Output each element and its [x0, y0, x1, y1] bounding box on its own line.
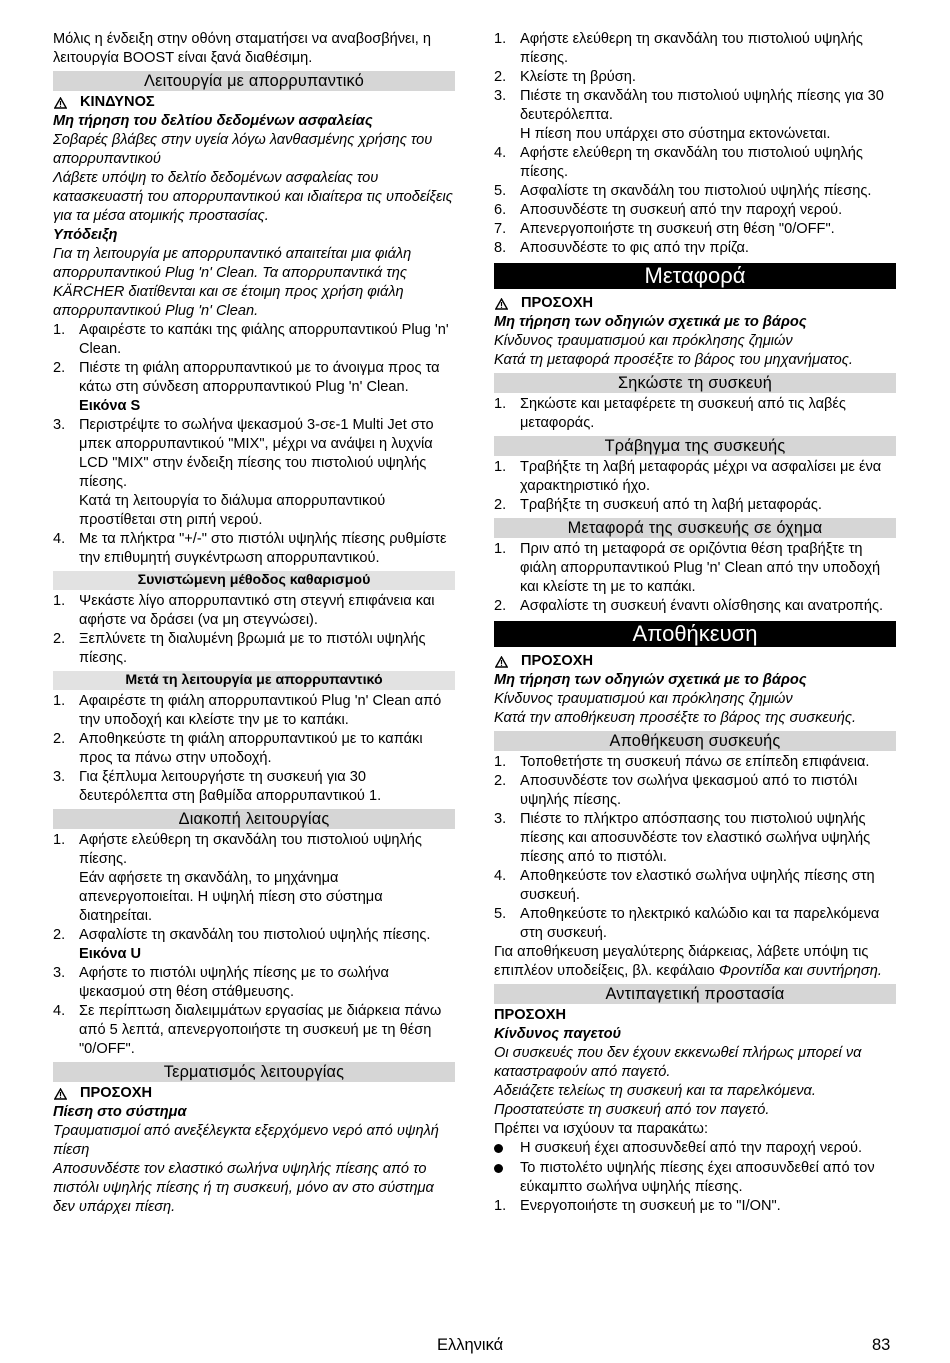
- danger-consequence: Σοβαρές βλάβες στην υγεία λόγω λανθασμένης χρήσης του απορρυπαντικού: [53, 132, 433, 167]
- list-item-number: 6.: [494, 202, 507, 218]
- list-item: [494, 87, 896, 125]
- list-item: [53, 730, 455, 768]
- list-item-number: 5.: [494, 183, 507, 199]
- list-item: [53, 630, 455, 668]
- list-item-text: Αποθηκεύστε τον ελαστικό σωλήνα υψηλής πίεσης στη συσκευή.: [520, 868, 875, 903]
- list-item-text: Ενεργοποιήστε τη συσκευή με το "I/ON".: [520, 1198, 781, 1214]
- list-item-text: Περιστρέψτε το σωλήνα ψεκασμού 3-σε-1 Multi Jet στο μπεκ απορρυπαντικού "MIX", μέχρι να ανάψει η λυχνία LCD "MIX" στην ένδειξη πίεσης του πιστολιού υψηλής πίεσης.: [79, 417, 434, 490]
- frost-requirements-text: Πρέπει να ισχύουν τα παρακάτω:: [494, 1121, 708, 1137]
- note-label: Υπόδειξη: [53, 227, 118, 243]
- list-item-text: Ασφαλίστε τη σκανδάλη του πιστολιού υψηλής πίεσης.: [520, 183, 872, 199]
- section-heading-pull: Τράβηγμα της συσκευής: [494, 436, 896, 456]
- list-item-text: Η πίεση που υπάρχει στο σύστημα εκτονώνεται.: [520, 126, 831, 142]
- list-item: [494, 144, 896, 182]
- list-item-text: Αφήστε ελεύθερη τη σκανδάλη του πιστολιού υψηλής πίεσης.: [520, 31, 863, 66]
- list-item-number: 3.: [53, 769, 66, 785]
- transport-caution-instruction: Κατά τη μεταφορά προσέξτε το βάρος του μηχανήματος.: [494, 352, 853, 368]
- right-column: [494, 30, 896, 1216]
- list-item: [53, 831, 455, 869]
- frost-caution-label: ΠΡΟΣΟΧΗ: [494, 1007, 567, 1023]
- frost-caution-line: Αδειάζετε τελείως τη συσκευή και τα παρελκόμενα.: [494, 1083, 816, 1099]
- chapter-heading-storage: Αποθήκευση: [494, 621, 896, 647]
- list-item-text: Εικόνα S: [79, 398, 141, 414]
- list-item: [53, 397, 455, 416]
- list-item-text: Απενεργοποιήστε τη συσκευή στη θέση "0/OFF".: [520, 221, 835, 237]
- list-item: [494, 182, 896, 201]
- list-item-text: Αποσυνδέστε το φις από την πρίζα.: [520, 240, 749, 256]
- list-item-number: 4.: [494, 868, 507, 884]
- list-item-text: Σηκώστε και μεταφέρετε τη συσκευή από τις λαβές μεταφοράς.: [520, 396, 846, 431]
- list-item-text: Αποσυνδέστε τον σωλήνα ψεκασμού από το πιστόλι υψηλής πίεσης.: [520, 773, 858, 808]
- list-item-text: Ψεκάστε λίγο απορρυπαντικό στη στεγνή επιφάνεια και αφήστε να δράσει (να μη στεγνώσει).: [79, 593, 435, 628]
- list-item-number: 1.: [494, 754, 507, 770]
- section-heading-end-operation: Τερματισμός λειτουργίας: [53, 1062, 455, 1082]
- list-item-number: 1.: [494, 31, 507, 47]
- list-item: [494, 220, 896, 239]
- left-column: [53, 30, 455, 1217]
- list-item-text: Τραβήξτε τη λαβή μεταφοράς μέχρι να ασφαλίσει με ένα χαρακτηριστικό ήχο.: [520, 459, 882, 494]
- list-item-number: 3.: [494, 811, 507, 827]
- list-item-text: Πιέστε τη φιάλη απορρυπαντικού με το άνοιγμα προς τα κάτω στη σύνδεση απορρυπαντικού Plug 'n' Clean.: [79, 360, 440, 395]
- list-item-number: 2.: [53, 927, 66, 943]
- list-item-text: Ασφαλίστε τη συσκευή έναντι ολίσθησης και ανατροπής.: [520, 598, 884, 614]
- list-item-number: 7.: [494, 221, 507, 237]
- list-item-number: 1.: [494, 396, 507, 412]
- list-item: [494, 496, 896, 515]
- end-caution-title: Πίεση στο σύστημα: [53, 1104, 187, 1120]
- list-item-number: 5.: [494, 906, 507, 922]
- list-item: [494, 68, 896, 87]
- list-item-text: Εάν αφήσετε τη σκανδάλη, το μηχάνημα απενεργοποιείται. Η υψηλή πίεση στο σύστημα διατηρείται.: [79, 870, 383, 924]
- chapter-heading-transport: Μεταφορά: [494, 263, 896, 289]
- list-item-number: 2.: [494, 773, 507, 789]
- vehicle-steps-list: [494, 540, 896, 616]
- subsection-heading-cleaning: Συνιστώμενη μέθοδος καθαρισμού: [53, 571, 455, 590]
- frost-caution-line: Οι συσκευές που δεν έχουν εκκενωθεί πλήρως μπορεί να καταστραφούν από παγετό.: [494, 1045, 862, 1080]
- list-item-text: Τραβήξτε τη συσκευή από τη λαβή μεταφοράς.: [520, 497, 822, 513]
- list-item: [494, 30, 896, 68]
- list-item-text: Αφήστε ελεύθερη τη σκανδάλη του πιστολιού υψηλής πίεσης.: [520, 145, 863, 180]
- list-item-number: [494, 125, 520, 144]
- list-item-text: Αφήστε ελεύθερη τη σκανδάλη του πιστολιού υψηλής πίεσης.: [79, 832, 422, 867]
- pull-steps-list: [494, 458, 896, 515]
- section-heading-frost: Αντιπαγετική προστασία: [494, 984, 896, 1004]
- caution-label-text: ΠΡΟΣΟΧΗ: [521, 653, 594, 669]
- end-caution-consequence: Τραυματισμοί από ανεξέλεγκτα εξερχόμενο νερό από υψηλή πίεση: [53, 1123, 439, 1158]
- list-item-number: 2.: [494, 598, 507, 614]
- store-steps-list: [494, 753, 896, 943]
- list-item-text: Κλείστε τη βρύση.: [520, 69, 636, 85]
- list-item: [494, 201, 896, 220]
- list-item-text: Αποσυνδέστε τη συσκευή από την παροχή νερού.: [520, 202, 843, 218]
- storage-caution-instruction: Κατά την αποθήκευση προσέξτε το βάρος της συσκευής.: [494, 710, 857, 726]
- list-item-number: 1.: [494, 541, 507, 557]
- danger-title: Μη τήρηση του δελτίου δεδομένων ασφαλείας: [53, 113, 373, 129]
- list-item-text: Σε περίπτωση διαλειμμάτων εργασίας με διάρκεια πάνω από 5 λεπτά, απενεργοποιήστε τη συσκευή με τη θέση "0/OFF".: [79, 1003, 442, 1057]
- subsection-heading-after-detergent: Μετά τη λειτουργία με απορρυπαντικό: [53, 671, 455, 690]
- list-item-text: Αφαιρέστε το καπάκι της φιάλης απορρυπαντικού Plug 'n' Clean.: [79, 322, 449, 357]
- list-item-number: 4.: [53, 1003, 66, 1019]
- list-item: [53, 321, 455, 359]
- long-term-storage-text-start: Για αποθήκευση μεγαλύτερης διάρκειας, λάβετε υπόψη τις επιπλέον υποδείξεις, βλ. κεφάλαιο: [494, 944, 869, 979]
- caution-label-text: ΠΡΟΣΟΧΗ: [80, 1085, 153, 1101]
- interrupt-steps-list: [53, 831, 455, 1059]
- list-item-number: 3.: [494, 88, 507, 104]
- danger-label: [53, 93, 455, 112]
- list-item: [494, 810, 896, 867]
- caution-label: [53, 1084, 455, 1103]
- danger-instruction: Λάβετε υπόψη το δελτίο δεδομένων ασφαλείας του κατασκευαστή του απορρυπαντικού και ιδιαίτερα τις υποδείξεις για τα μέσα ατομικής προστασίας.: [53, 170, 453, 224]
- section-heading-interrupt: Διακοπή λειτουργίας: [53, 809, 455, 829]
- list-item: [494, 772, 896, 810]
- list-item: [494, 125, 896, 144]
- list-item: [494, 540, 896, 597]
- list-item-number: 8.: [494, 240, 507, 256]
- cleaning-steps-list: [53, 592, 455, 668]
- transport-caution-consequence: Κίνδυνος τραυματισμού και πρόκλησης ζημιών: [494, 333, 793, 349]
- bullet-item: [494, 1159, 896, 1197]
- list-item-text: Αφαιρέστε τη φιάλη απορρυπαντικού Plug 'n' Clean από την υποδοχή και κλείστε την με το καπάκι.: [79, 693, 442, 728]
- transport-caution-title: Μη τήρηση των οδηγιών σχετικά με το βάρος: [494, 314, 807, 330]
- after-detergent-steps-list: [53, 692, 455, 806]
- end-operation-steps-list: [494, 30, 896, 258]
- list-item-number: 1.: [53, 322, 66, 338]
- list-item-text: Κατά τη λειτουργία το διάλυμα απορρυπαντικού προστίθεται στη ριπή νερού.: [79, 493, 386, 528]
- list-item-number: 1.: [53, 693, 66, 709]
- list-item-text: Ασφαλίστε τη σκανδάλη του πιστολιού υψηλής πίεσης.: [79, 927, 431, 943]
- list-item-number: 4.: [494, 145, 507, 161]
- list-item: [53, 1002, 455, 1059]
- list-item-text: Τοποθετήστε τη συσκευή πάνω σε επίπεδη επιφάνεια.: [520, 754, 870, 770]
- list-item-text: Πιέστε το πλήκτρο απόσπασης του πιστολιού υψηλής πίεσης και αποσυνδέστε τον ελαστικό σωλήνα υψηλής πίεσης από το πιστόλι.: [520, 811, 871, 865]
- frost-caution-title: Κίνδυνος παγετού: [494, 1026, 622, 1042]
- list-item-number: 3.: [53, 417, 66, 433]
- list-item: [494, 1197, 896, 1216]
- frost-caution-line: Προστατεύστε τη συσκευή από τον παγετό.: [494, 1102, 770, 1118]
- list-item-number: [53, 492, 79, 530]
- list-item-number: 2.: [494, 69, 507, 85]
- warning-triangle-icon: [54, 97, 67, 109]
- list-item-number: 4.: [53, 531, 66, 547]
- list-item-text: Πιέστε τη σκανδάλη του πιστολιού υψηλής πίεσης για 30 δευτερόλεπτα.: [520, 88, 884, 123]
- warning-triangle-icon: [54, 1088, 67, 1100]
- storage-caution-title: Μη τήρηση των οδηγιών σχετικά με το βάρος: [494, 672, 807, 688]
- frost-steps-list: [494, 1197, 896, 1216]
- frost-bullet-list: [494, 1139, 896, 1197]
- list-item-text: Για ξέπλυμα λειτουργήστε τη συσκευή για 30 δευτερόλεπτα στη βαθμίδα απορρυπαντικού 1.: [79, 769, 382, 804]
- section-heading-detergent: Λειτουργία με απορρυπαντικό: [53, 71, 455, 91]
- detergent-steps-list: [53, 321, 455, 568]
- list-item-number: 2.: [494, 497, 507, 513]
- list-item: [494, 867, 896, 905]
- section-heading-lift: Σηκώστε τη συσκευή: [494, 373, 896, 393]
- footer-language: Ελληνικά: [437, 1336, 504, 1354]
- list-item-number: [53, 945, 79, 964]
- caution-label-text: ΠΡΟΣΟΧΗ: [521, 295, 594, 311]
- caution-label: [494, 652, 896, 671]
- list-item: [494, 753, 896, 772]
- list-item-number: 3.: [53, 965, 66, 981]
- list-item-text: Με τα πλήκτρα "+/-" στο πιστόλι υψηλής πίεσης ρυθμίστε την επιθυμητή συγκέντρωση απορρυπαντικού.: [79, 531, 447, 566]
- list-item: [53, 492, 455, 530]
- bullet-dot-icon: [494, 1164, 503, 1173]
- long-term-storage-text: [494, 943, 896, 981]
- list-item-number: 1.: [53, 832, 66, 848]
- list-item-text: Αποθηκεύστε τη φιάλη απορρυπαντικού με το καπάκι προς τα πάνω στην υποδοχή.: [79, 731, 423, 766]
- list-item-number: 2.: [53, 631, 66, 647]
- list-item-text: Ξεπλύνετε τη διαλυμένη βρωμιά με το πιστόλι υψηλής πίεσης.: [79, 631, 426, 666]
- boost-intro-text: Μόλις η ένδειξη στην οθόνη σταματήσει να αναβοσβήνει, η λειτουργία BOOST είναι ξανά διαθέσιμη.: [53, 31, 432, 66]
- list-item-number: 1.: [494, 1198, 507, 1214]
- list-item: [53, 945, 455, 964]
- bullet-item: [494, 1139, 896, 1159]
- danger-label-text: ΚΙΝΔΥΝΟΣ: [80, 94, 155, 110]
- list-item: [53, 530, 455, 568]
- list-item: [494, 239, 896, 258]
- caution-label: [494, 294, 896, 313]
- section-heading-store-device: Αποθήκευση συσκευής: [494, 731, 896, 751]
- warning-triangle-icon: [495, 298, 508, 310]
- list-item-number: [53, 869, 79, 926]
- list-item: [494, 905, 896, 943]
- list-item: [494, 597, 896, 616]
- list-item: [53, 964, 455, 1002]
- list-item: [494, 458, 896, 496]
- warning-triangle-icon: [495, 656, 508, 668]
- section-heading-vehicle: Μεταφορά της συσκευής σε όχημα: [494, 518, 896, 538]
- list-item: [53, 768, 455, 806]
- bullet-item-text: Η συσκευή έχει αποσυνδεθεί από την παροχή νερού.: [520, 1140, 863, 1156]
- list-item-number: 1.: [494, 459, 507, 475]
- list-item: [53, 926, 455, 945]
- bullet-dot-icon: [494, 1144, 503, 1153]
- list-item-number: [53, 397, 79, 416]
- list-item-number: 2.: [53, 360, 66, 376]
- bullet-item-text: Το πιστολέτο υψηλής πίεσης έχει αποσυνδεθεί από τον εύκαμπτο σωλήνα υψηλής πίεσης.: [520, 1160, 875, 1195]
- list-item: [53, 416, 455, 492]
- storage-caution-consequence: Κίνδυνος τραυματισμού και πρόκλησης ζημιών: [494, 691, 793, 707]
- end-caution-instruction: Αποσυνδέστε τον ελαστικό σωλήνα υψηλής πίεσης από το πιστόλι υψηλής πίεσης ή τη συσκευή, μόνο αν στο σύστημα δεν υπάρχει πίεση.: [53, 1161, 434, 1215]
- list-item-number: 1.: [53, 593, 66, 609]
- list-item-text: Πριν από τη μεταφορά σε οριζόντια θέση τραβήξτε τη φιάλη απορρυπαντικού Plug 'n' Clean από την υποδοχή και κλείστε τη με το καπάκι.: [520, 541, 881, 595]
- list-item: [494, 395, 896, 433]
- care-chapter-reference: Φροντίδα και συντήρηση.: [718, 963, 882, 979]
- list-item-text: Αφήστε το πιστόλι υψηλής πίεσης με το σωλήνα ψεκασμού στη θέση στάθμευσης.: [79, 965, 389, 1000]
- list-item: [53, 692, 455, 730]
- page-number: 83: [872, 1336, 891, 1354]
- lift-steps-list: [494, 395, 896, 433]
- list-item: [53, 869, 455, 926]
- list-item-text: Αποθηκεύστε το ηλεκτρικό καλώδιο και τα παρελκόμενα στη συσκευή.: [520, 906, 880, 941]
- list-item: [53, 359, 455, 397]
- list-item-number: 2.: [53, 731, 66, 747]
- list-item: [53, 592, 455, 630]
- list-item-text: Εικόνα U: [79, 946, 142, 962]
- note-text: Για τη λειτουργία με απορρυπαντικό απαιτείται μια φιάλη απορρυπαντικού Plug 'n' Clean. Τα απορρυπαντικά της KÄRCHER διατίθενται και σε έτοιμη προς χρήση φιάλη απορρυπαντικού Plug 'n' Clean.: [53, 246, 412, 319]
